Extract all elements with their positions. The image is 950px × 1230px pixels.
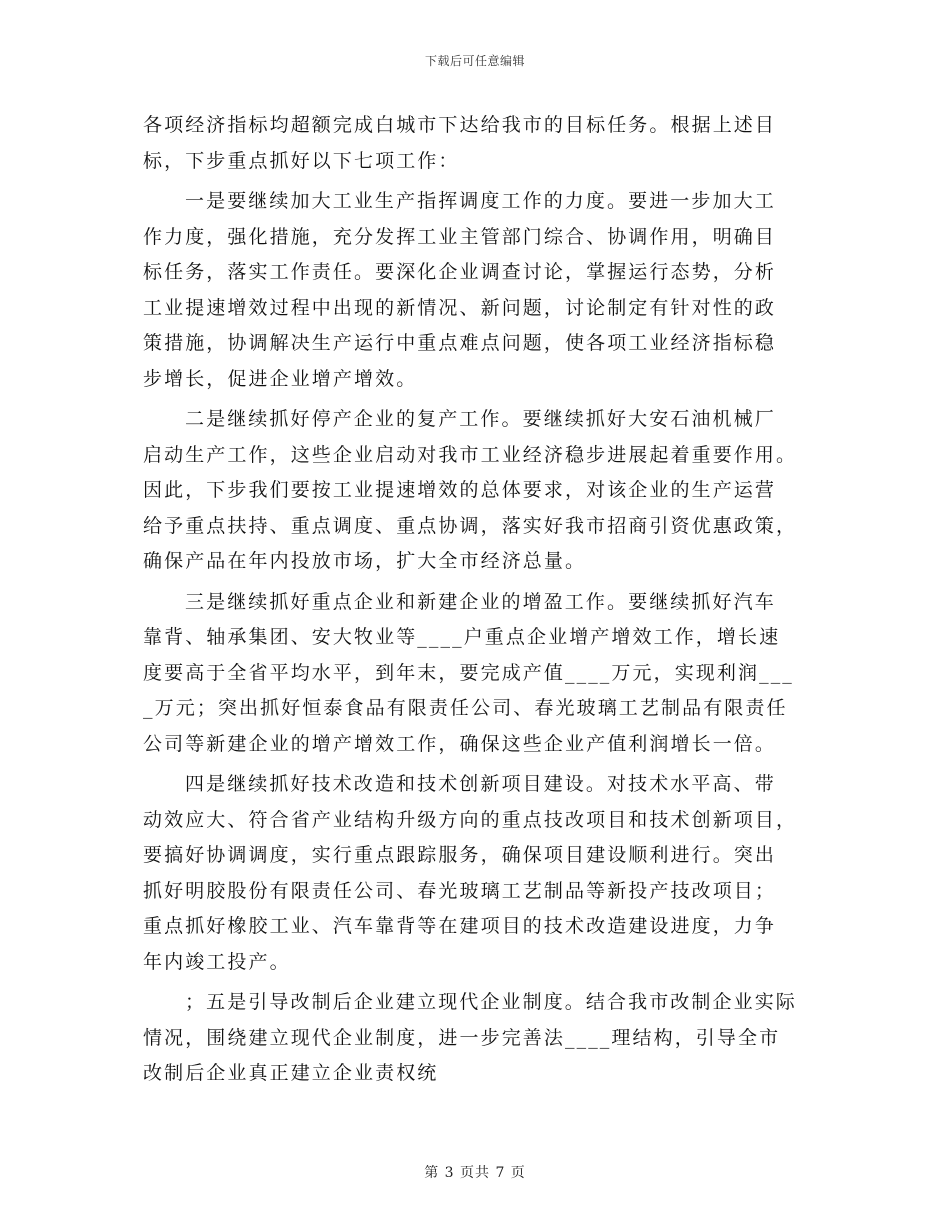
paragraph-item-4 — [143, 767, 809, 980]
text-line: 靠背、轴承集团、安大牧业等____户重点企业增产增效工作，增长速 — [143, 626, 781, 648]
text-line: 工业提速增效过程中出现的新情况、新问题，讨论制定有针对性的政 — [143, 296, 777, 319]
text-line: 各项经济指标均超额完成白城市下达给我市的目标任务。根据上述目 — [143, 114, 777, 136]
text-line: 确保产品在年内投放市场，扩大全市经济总量。 — [143, 550, 587, 572]
text-line: 要搞好协调调度，实行重点跟踪服务，确保项目建设顺利进行。突出 — [143, 844, 777, 866]
text-line: 标任务，落实工作责任。要深化企业调查讨论，掌握运行态势，分析 — [143, 261, 777, 283]
text-line: 标，下步重点抓好以下七项工作： — [143, 149, 460, 172]
paragraph-item-1 — [143, 184, 809, 397]
text-line: 情况，围绕建立现代企业制度，进一步完善法____理结构，引导全市 — [143, 1026, 781, 1049]
text-line: 二是继续抓好停产企业的复产工作。要继续抓好大安石油机械厂 — [185, 408, 776, 430]
text-line: 四是继续抓好技术改造和技术创新项目建设。对技术水平高、带 — [185, 773, 776, 795]
text-line: 启动生产工作，这些企业启动对我市工业经济稳步进展起着重要作用。 — [143, 443, 798, 466]
paragraph-item-2 — [143, 402, 809, 580]
text-line: 度要高于全省平均水平，到年末，要完成产值____万元，实现利润___ — [143, 661, 794, 684]
paragraph-intro — [143, 108, 809, 179]
text-line: 年内竣工投产。 — [143, 950, 291, 973]
text-line: 因此，下步我们要按工业提速增效的总体要求，对该企业的生产运营 — [143, 479, 777, 501]
text-line: _万元；突出抓好恒泰食品有限责任公司、春光玻璃工艺制品有限责任 — [143, 697, 788, 719]
text-line: 给予重点扶持、重点调度、重点协调，落实好我市招商引资优惠政策， — [143, 514, 798, 537]
text-line: 公司等新建企业的增产增效工作，确保这些企业产值利润增长一倍。 — [143, 732, 777, 755]
text-line: 步增长，促进企业增产增效。 — [143, 367, 418, 390]
text-line: 作力度，强化措施，充分发挥工业主管部门综合、协调作用，明确目 — [143, 225, 777, 248]
paragraph-item-5 — [143, 985, 809, 1092]
document-body — [143, 108, 809, 1092]
text-line: 三是继续抓好重点企业和新建企业的增盈工作。要继续抓好汽车 — [185, 590, 776, 613]
page-header: 下载后可任意编辑 — [424, 54, 525, 68]
text-line: 改制后企业真正建立企业责权统 — [143, 1062, 439, 1084]
text-line: 策措施，协调解决生产运行中重点难点问题，使各项工业经济指标稳 — [143, 332, 777, 354]
text-line: 重点抓好橡胶工业、汽车靠背等在建项目的技术改造建设进度，力争 — [143, 915, 777, 937]
text-line: 动效应大、符合省产业结构升级方向的重点技改项目和技术创新项目， — [143, 808, 798, 831]
text-line: 抓好明胶股份有限责任公司、春光玻璃工艺制品等新投产技改项目； — [143, 879, 777, 902]
paragraph-item-3 — [143, 585, 809, 763]
page-footer: 第 3 页共 7 页 — [424, 1165, 526, 1181]
text-line: 一是要继续加大工业生产指挥调度工作的力度。要进一步加大工 — [185, 190, 776, 212]
text-line: ；五是引导改制后企业建立现代企业制度。结合我市改制企业实际 — [185, 991, 797, 1013]
